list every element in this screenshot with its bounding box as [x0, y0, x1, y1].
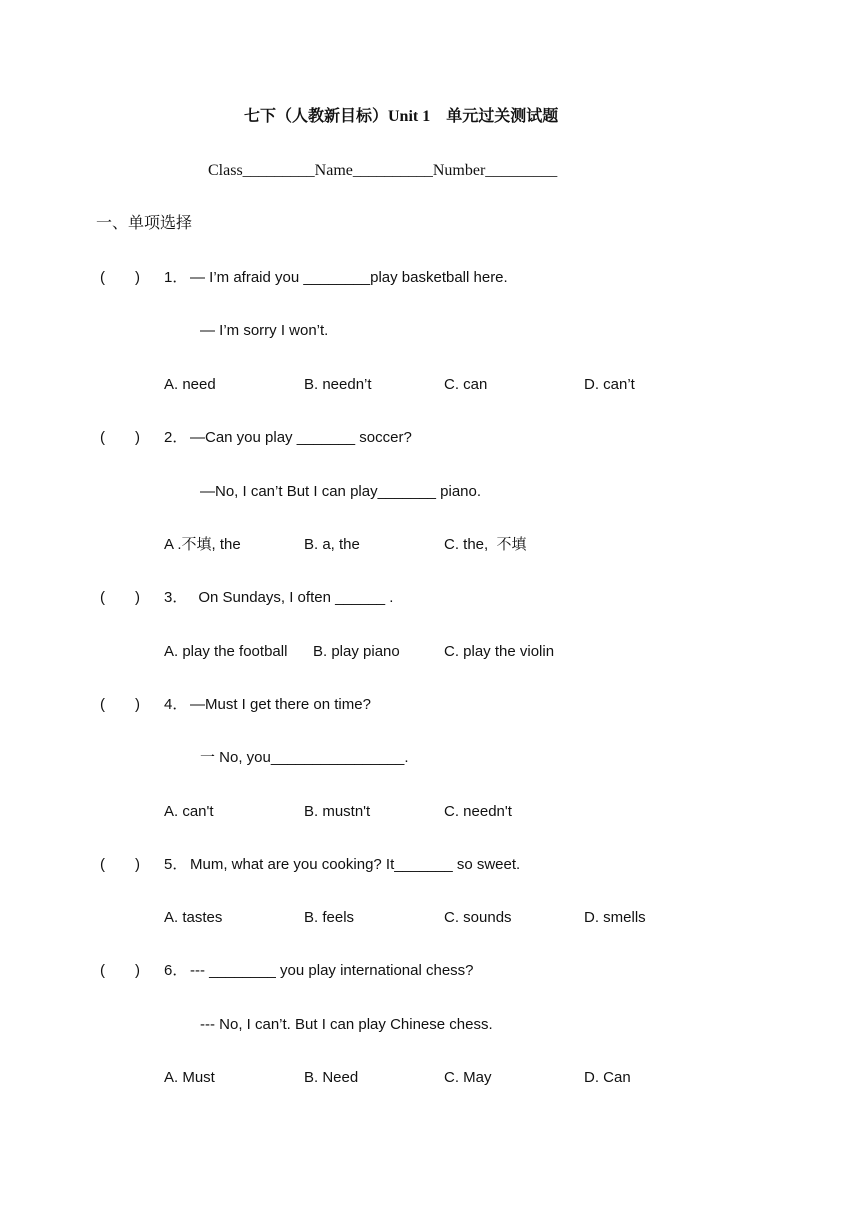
- answer-bracket: ( ): [100, 696, 140, 713]
- question-number: 2．: [164, 429, 188, 446]
- page-title: 七下（人教新目标）Unit 1 单元过关测试题: [244, 108, 559, 125]
- option-a: A. need: [164, 376, 216, 393]
- answer-bracket: ( ): [100, 269, 140, 286]
- option-a: A. tastes: [164, 909, 223, 926]
- question-stem: — I’m afraid you ________play basketball here.: [190, 269, 508, 286]
- option-b: B. feels: [304, 909, 355, 926]
- question-reply: 一 No, you________________.: [200, 749, 409, 766]
- option-c: C. play the violin: [444, 643, 555, 660]
- option-a: A .不填, the: [164, 536, 241, 553]
- option-a: A. Must: [164, 1069, 215, 1086]
- question-reply: --- No, I can’t. But I can play Chinese chess.: [200, 1016, 493, 1033]
- question-number: 1．: [164, 269, 188, 286]
- question-stem: —Must I get there on time?: [190, 696, 371, 713]
- answer-bracket: ( ): [100, 962, 140, 979]
- question-stem: —Can you play _______ soccer?: [190, 429, 412, 446]
- student-info-line: Class_________Name__________Number_________: [208, 162, 558, 179]
- answer-bracket: ( ): [100, 856, 140, 873]
- question-stem: On Sundays, I often ______ .: [190, 589, 394, 606]
- option-b: B. a, the: [304, 536, 360, 553]
- option-d: D. Can: [584, 1069, 631, 1086]
- option-c: C. May: [444, 1069, 492, 1086]
- option-d: D. can’t: [584, 376, 635, 393]
- question-reply: —No, I can’t But I can play_______ piano.: [200, 483, 482, 500]
- question-stem: --- ________ you play international chess?: [190, 962, 474, 979]
- answer-bracket: ( ): [100, 429, 140, 446]
- option-a: A. play the football: [164, 643, 288, 660]
- answer-bracket: ( ): [100, 589, 140, 606]
- option-b: B. play piano: [313, 643, 400, 660]
- option-d: D. smells: [584, 909, 646, 926]
- question-number: 6．: [164, 962, 188, 979]
- question-reply: — I’m sorry I won’t.: [200, 322, 329, 339]
- section-heading: 一、单项选择: [96, 215, 193, 232]
- question-stem: Mum, what are you cooking? It_______ so sweet.: [190, 856, 521, 873]
- question-number: 5．: [164, 856, 188, 873]
- option-b: B. needn’t: [304, 376, 372, 393]
- option-b: B. mustn't: [304, 803, 371, 820]
- option-c: C. needn't: [444, 803, 512, 820]
- option-a: A. can't: [164, 803, 214, 820]
- option-b: B. Need: [304, 1069, 359, 1086]
- question-number: 4．: [164, 696, 188, 713]
- option-c: C. the, 不填: [444, 536, 527, 553]
- question-number: 3．: [164, 589, 188, 606]
- option-c: C. can: [444, 376, 488, 393]
- option-c: C. sounds: [444, 909, 512, 926]
